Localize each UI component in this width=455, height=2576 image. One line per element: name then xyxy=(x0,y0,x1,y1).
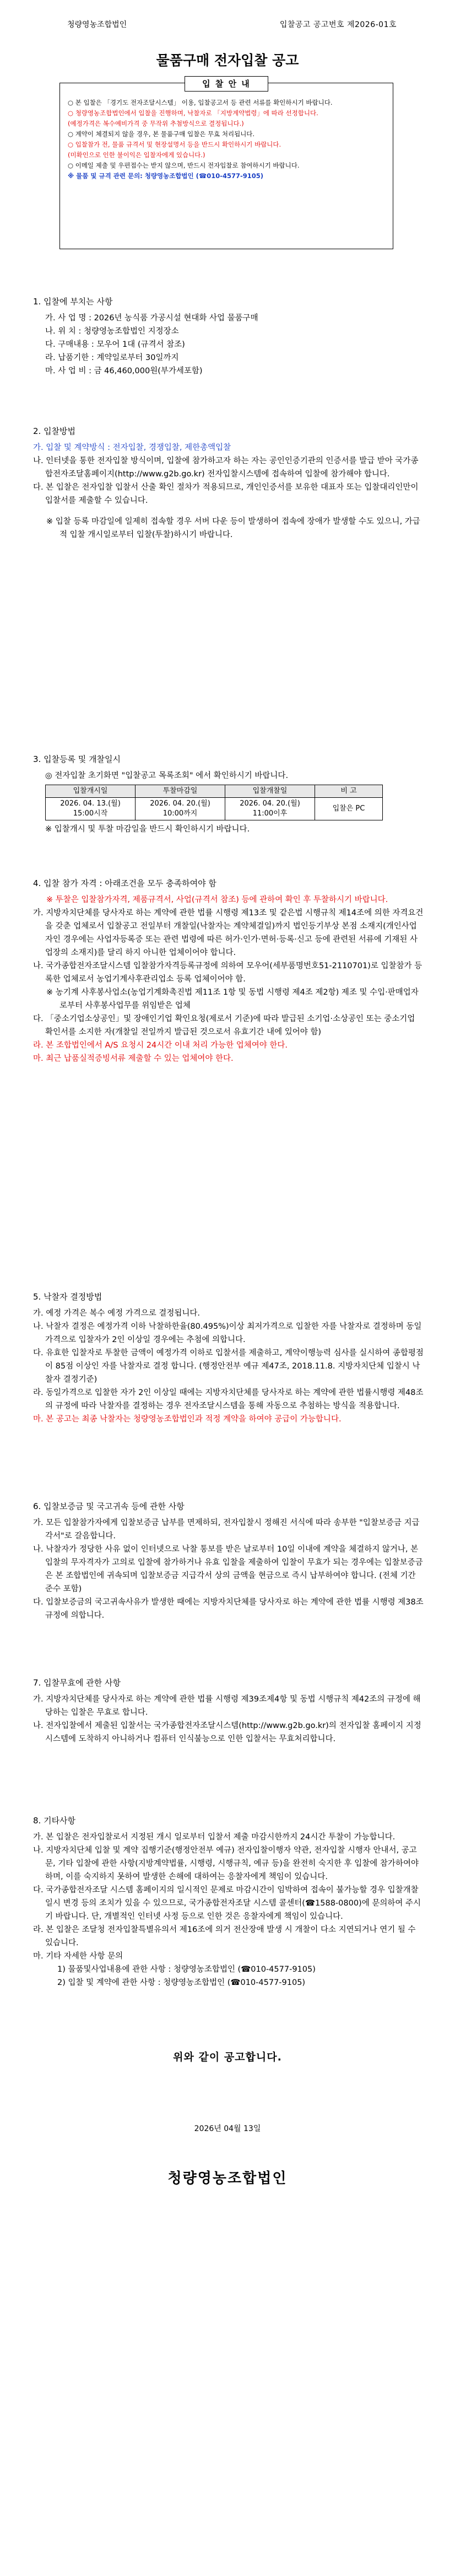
section-6 xyxy=(33,1500,424,1622)
signature-organization: 청량영농조합법인 xyxy=(167,2170,288,2187)
notice-item: (미확인으로 인한 불이익은 입찰자에게 있습니다.) xyxy=(68,151,205,159)
header-doc-number: 입찰공고 공고번호 제2026-01호 xyxy=(279,20,397,29)
section-line: 나. 국가종합전자조달시스템 입찰참가자격등록규정에 의하여 모우어(세부품명번호51-2110701)로 입찰참가 등록한 업체로서 농업기계사후관리업소 등록 업체이어야 함. xyxy=(33,962,422,984)
schedule-header: 비 고 xyxy=(315,785,383,798)
schedule-header: 입찰개시일 xyxy=(46,785,136,798)
notice-item: ○ 이메일 제출 및 우편접수는 받지 않으며, 반드시 전자입찰로 참여하시기 바랍니다. xyxy=(68,162,300,169)
section-line: 가. 사 업 명 : 2026년 농식품 가공시설 현대화 사업 물품구매 xyxy=(45,314,258,323)
section-8 xyxy=(33,1814,424,1989)
section-line: ※ 농기계 사후봉사업소(농업기계화촉진법 제11조 1항 및 동법 시행령 제4조 제2항) 제조 및 수입·판매업자로부터 사후봉사업무를 위임받은 업체 xyxy=(46,988,419,1010)
section-line: 마. 최근 납품실적증빙서류 제출할 수 있는 업체여야 한다. xyxy=(33,1054,234,1063)
notice-item: ※ 물품 및 규격 관련 문의: 청량영농조합법인 (☎010-4577-9105) xyxy=(68,172,264,180)
schedule-cell: 2026. 04. 13.(월) 15:00시작 xyxy=(46,798,136,820)
section-line: 나. 전자입찰에서 제출된 입찰서는 국가종합전자조달시스템(http://www.g2b.go.kr)의 전자입찰 홈페이지 지정시스템에 도착하지 아니하거나 컴퓨터 인식불능으로 인한 입찰서는 무효처리합니다. xyxy=(33,1721,421,1743)
section-line: 다. 「중소기업소상공인」및 장애인기업 확인요청(제로서 기준)에 따라 발급된 소기업·소상공인 또는 중소기업 확인서를 소지한 자(개찰일 전일까지 발급된 것으로서 유효기간 내에 있어야 함) xyxy=(33,1015,415,1037)
schedule-header: 입찰개찰일 xyxy=(225,785,315,798)
section-line: 나. 낙찰자 결정은 예정가격 이하 낙찰하한율(80.495%)이상 최저가격으로 입찰한 자를 낙찰자로 결정하며 동일가격으로 입찰자가 2인 이상일 경우에는 추첨에 의합니다. xyxy=(33,1322,422,1344)
section-line: 나. 낙찰자가 정당한 사유 없이 인터넷으로 낙찰 통보를 받은 날로부터 10일 이내에 계약을 체결하지 않거나, 본 입찰의 무자격자가 고의로 입찰에 참가하거나 유효 입찰을 제출하여 입찰이 무효가 되는 경우에는 입찰보증금은 본 조합법인에 귀속되며 입찰보증금 지급각서 상의 금액을 현금으로 즉시 납부하여야 합니다. (전체 기간 준수 포함) xyxy=(33,1545,423,1593)
contact-line: 2) 입찰 및 계약에 관한 사항 : 청량영농조합법인 (☎010-4577-9105) xyxy=(57,1978,306,1987)
section-line: 마. 기타 자세한 사항 문의 xyxy=(33,1952,123,1961)
notice-box xyxy=(59,79,393,249)
notice-item: ○ 계약이 체결되지 않을 경우, 본 물품구매 입찰은 무효 처리됩니다. xyxy=(68,130,255,138)
section-1 xyxy=(33,295,424,378)
header-organization: 청량영농조합법인 xyxy=(67,20,127,29)
section-line: 다. 입찰보증금의 국고귀속사유가 발생한 때에는 지방자치단체를 당사자로 하는 계약에 관한 법률 시행령 제38조 규정에 의합니다. xyxy=(33,1598,424,1620)
section-line: 가. 지방자치단체를 당사자로 하는 계약에 관한 법률 시행령 제39조제4항 및 동법 시행규칙 제42조의 규정에 해당하는 입찰은 무효로 합니다. xyxy=(33,1695,421,1717)
contact-line: 1) 물품및사업내용에 관한 사항 : 청량영농조합법인 (☎010-4577-9105) xyxy=(57,1965,316,1974)
section-7 xyxy=(33,1676,424,1746)
notice-item: ○ 입찰참가 전, 물품 규격서 및 현장설명서 등을 반드시 확인하시기 바랍니다. xyxy=(68,141,281,148)
section-line: 마. 본 공고는 최종 낙찰자는 청량영농조합법인과 적정 계약을 하여야 공급이 가능합니다. xyxy=(33,1415,342,1424)
section-line: 다. 본 입찰은 전자입찰 입찰서 산출 확인 절차가 적용되므로, 개인인증서를 보유한 대표자 또는 입찰대리인만이 입찰서를 제출할 수 있습니다. xyxy=(33,483,419,505)
section-heading: 7. 입찰무효에 관한 사항 xyxy=(33,1678,121,1688)
section-line: 나. 위 치 : 청량영농조합법인 지정장소 xyxy=(45,327,179,336)
section-heading: 1. 입찰에 부치는 사항 xyxy=(33,297,113,307)
section-heading: 6. 입찰보증금 및 국고귀속 등에 관한 사항 xyxy=(33,1501,185,1511)
section-heading: 8. 기타사항 xyxy=(33,1816,76,1826)
section-line: 가. 예정 가격은 복수 예정 가격으로 결정됩니다. xyxy=(33,1309,201,1318)
doc-header xyxy=(0,17,455,34)
section-line: 다. 구매내용 : 모우어 1대 (규격서 참조) xyxy=(45,340,185,349)
section-line: ※ 입찰개시 및 투찰 마감일을 반드시 확인하시기 바랍니다. xyxy=(45,825,250,834)
section-line: 나. 지방자치단체 입찰 및 계약 집행기준(행정안전부 예규) 전자입찰이행자 약관, 전자입찰 시행자 안내서, 공고문, 기타 입찰에 관한 사항(지방계약법률, 시행령, 시행규칙, 예규 등)을 완전히 숙지한 후 입찰에 참가하여야 하며, 이를 숙지하지 못하여 발생한 손해에 대하여는 응찰자에게 책임이 있습니다. xyxy=(33,1846,419,1881)
section-heading: 3. 입찰등록 및 개찰일시 xyxy=(33,754,121,764)
section-line: 마. 사 업 비 : 금 46,460,000원(부가세포함) xyxy=(45,367,203,375)
notice-item: (예정가격은 복수예비가격 중 무작위 추첨방식으로 결정됩니다.) xyxy=(68,120,244,127)
page-title: 물품구매 전자입찰 공고 xyxy=(156,52,299,68)
notice-item: ○ 청량영농조합법인에서 입찰을 진행하며, 낙찰자로 「지방계약법령」에 따라 선정합니다. xyxy=(68,109,318,117)
section-4 xyxy=(33,877,424,1065)
section-line: 다. 유효한 입찰자로 투찰한 금액이 예정가격 이하로 입찰서를 제출하고, 계약이행능력 심사를 실시하여 종합평점이 85점 이상인 자를 낙찰자로 결정 합니다. (행정안전부 예규 제47조, 2018.11.8. 지방자치단체 입찰시 낙찰자 결정기준) xyxy=(33,1349,424,1384)
section-2 xyxy=(33,425,424,541)
schedule-cell: 2026. 04. 20.(월) 11:00이후 xyxy=(225,798,315,820)
notice-heading: 입 찰 안 내 xyxy=(185,76,268,92)
section-line: 다. 국가종합전자조달 시스템 홈페이지의 일시적인 문제로 마감시간이 임박하여 접속이 불가능할 경우 입찰개찰 일시 변경 등의 조치가 있을 수 있으므로, 국가종합전자조달 시스템 콜센터(☎1588-0800)에 문의하여 주시기 바랍니다. 단, 개별적인 인터넷 사정 등으로 인한 것은 응찰자에게 책임이 있습니다. xyxy=(33,1886,421,1921)
section-heading: 4. 입찰 참가 자격 : 아래조건을 모두 충족하여야 함 xyxy=(33,878,216,888)
section-line: 가. 모든 입찰참가자에게 입찰보증금 납부를 면제하되, 전자입찰시 정해진 서식에 따라 송부한 "입찰보증금 지급각서"로 갈음합니다. xyxy=(33,1518,420,1541)
section-heading: 2. 입찰방법 xyxy=(33,426,76,436)
section-line: 라. 납품기한 : 계약일로부터 30일까지 xyxy=(45,353,179,362)
section-line: 라. 본 조합법인에서 A/S 요청시 24시간 이내 처리 가능한 업체여야 한다. xyxy=(33,1041,288,1050)
section-heading: 5. 낙찰자 결정방법 xyxy=(33,1292,102,1302)
schedule-header: 투찰마감일 xyxy=(136,785,225,798)
schedule-table xyxy=(45,785,383,820)
section-line: 라. 본 입찰은 조달청 전자입찰특별유의서 제16조에 의거 전산장애 발생 시 개찰이 다소 지연되거나 연기 될 수 있습니다. xyxy=(33,1925,416,1947)
section-line: ※ 입찰 등록 마감일에 일제히 접속할 경우 서버 다운 등이 발생하여 접속에 장애가 발생할 수도 있으니, 가급적 입찰 개시일로부터 입찰(투찰)하시기 바랍니다. xyxy=(46,517,420,539)
section-line: 가. 지방자치단체를 당사자로 하는 계약에 관한 법률 시행령 제13조 및 같은법 시행규칙 제14조에 의한 자격요건을 갖춘 업체로서 입찰공고 전일부터 개찰일(낙찰자는 계약체결일)까지 법인등기부상 본점 소재지(개인사업자인 경우에는 사업자등록증 또는 관련 법령에 따른 허가·인가·면허·등록·신고 등에 관련된 서류에 기재된 사업장의 소재지)를 달리 하지 아니한 업체이어야 합니다. xyxy=(33,909,424,957)
section-line: 가. 본 입찰은 전자입찰로서 지정된 개시 일로부터 입찰서 제출 마감시한까지 24시간 투찰이 가능합니다. xyxy=(33,1833,396,1842)
section-3 xyxy=(33,753,424,836)
schedule-cell: 입찰은 PC xyxy=(315,798,383,820)
closing-statement: 위와 같이 공고합니다. xyxy=(173,2051,282,2063)
section-line: ※ 투찰은 입찰참가자격, 제품규격서, 사업(규격서 참조) 등에 관하여 확인 후 투찰하시기 바랍니다. xyxy=(46,895,388,904)
schedule-cell: 2026. 04. 20.(월) 10:00까지 xyxy=(136,798,225,820)
section-line: 나. 인터넷을 통한 전자입찰 방식이며, 입찰에 참가하고자 하는 자는 공인인증기관의 인증서를 발급 받아 국가종합전자조달홈페이지(http://www.g2b.go.kr) 전자입찰시스템에 접속하여 입찰에 참가해야 합니다. xyxy=(33,457,419,479)
section-line: 라. 동일가격으로 입찰한 자가 2인 이상일 때에는 지방자치단체를 당사자로 하는 계약에 관한 법률시행령 제48조의 규정에 따라 낙찰자를 결정하는 경우 전자조달시스템을 통해 자동으로 추첨하는 방식을 적용합니다. xyxy=(33,1388,424,1410)
notice-item: ○ 본 입찰은 「경기도 전자조달시스템」 이용, 입찰공고서 등 관련 서류를 확인하시기 바랍니다. xyxy=(68,99,333,106)
announcement-date: 2026년 04월 13일 xyxy=(194,2124,261,2133)
section-line: 가. 입찰 및 계약방식 : 전자입찰, 경쟁입찰, 제한총액입찰 xyxy=(33,443,231,452)
section-line: ◎ 전자입찰 초기화면 "입찰공고 목록조회" 에서 확인하시기 바랍니다. xyxy=(45,771,289,780)
section-5 xyxy=(33,1290,424,1426)
